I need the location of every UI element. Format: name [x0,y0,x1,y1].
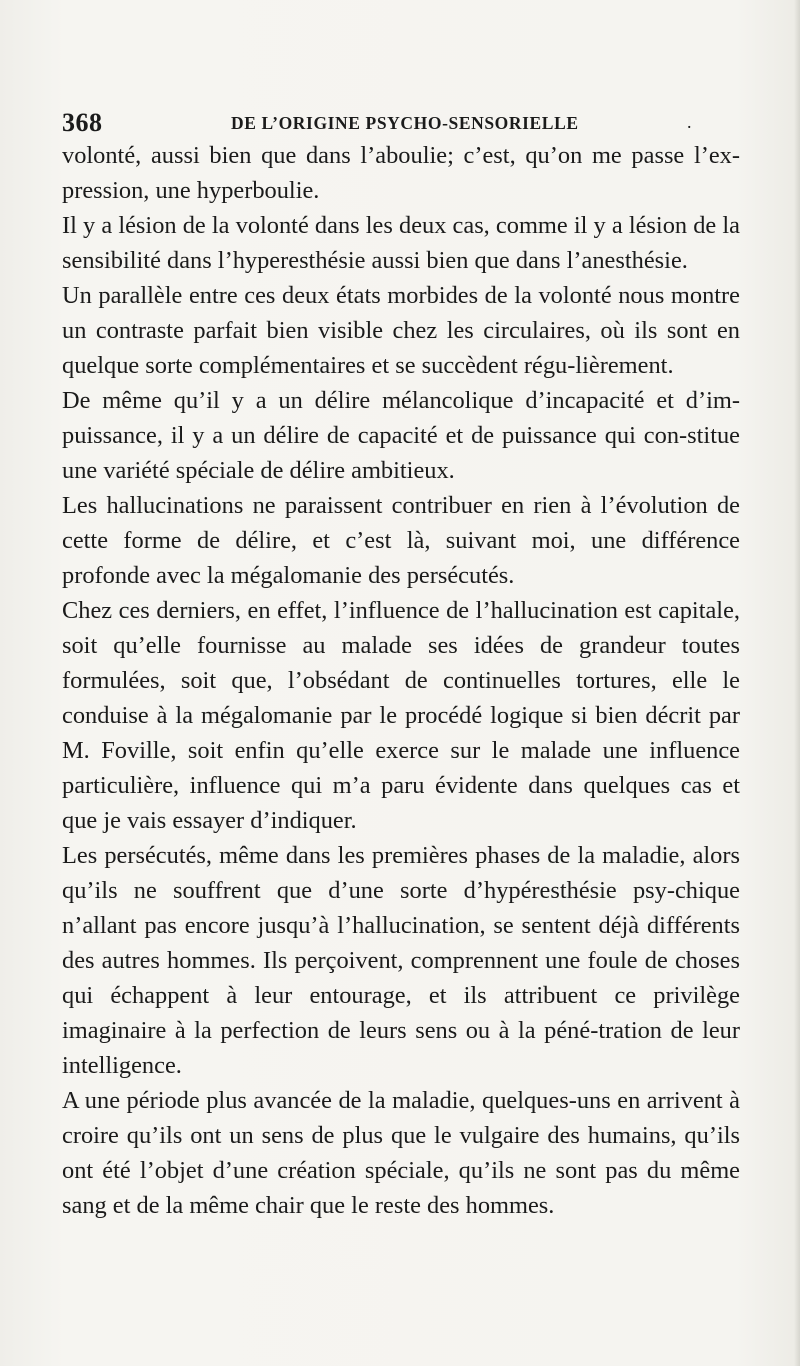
page-header [62,108,752,138]
paragraph: Chez ces derniers, en effet, l’influence de l’hallucination est capitale, soit qu’elle fournisse au malade ses idées de grandeur toutes formulées, soit que, l’obsédant de continuelles tortures, elle le conduise à la mégalomanie par le procédé logique si bien décrit par M. Foville, soit enfin qu’elle exerce sur le malade une influence particulière, influence qui m’a paru évidente dans quelques cas et que je vais essayer d’indiquer. [62,597,740,834]
body-text [62,138,740,1223]
running-title: DE L’ORIGINE PSYCHO-SENSORIELLE [231,113,579,133]
header-mark: . [687,112,692,132]
paragraph: Un parallèle entre ces deux états morbides de la volonté nous montre un contraste parfait bien visible chez les circulaires, où ils sont en quelque sorte complémentaires et se succèdent régu-lièrement. [62,282,740,379]
paragraph: Les hallucinations ne paraissent contribuer en rien à l’évolution de cette forme de délire, et c’est là, suivant moi, une différence profonde avec la mégalomanie des persécutés. [62,492,740,589]
paragraph: De même qu’il y a un délire mélancolique d’incapacité et d’im-puissance, il y a un délire de capacité et de puissance qui con-stitue une variété spéciale de délire ambitieux. [62,387,740,484]
paragraph: Il y a lésion de la volonté dans les deux cas, comme il y a lésion de la sensibilité dans l’hyperesthésie aussi bien que dans l’anesthésie. [62,212,740,274]
paragraph: Les persécutés, même dans les premières phases de la maladie, alors qu’ils ne souffrent que d’une sorte d’hypéresthésie psy-chique n’allant pas encore jusqu’à l’hallucination, se sentent déjà différents des autres hommes. Ils perçoivent, comprennent une foule de choses qui échappent à leur entourage, et ils attribuent ce privilège imaginaire à la perfection de leurs sens ou à la péné-tration de leur intelligence. [62,842,740,1079]
page-number: 368 [62,108,103,137]
page-edge-shadow [794,0,800,1366]
paragraph: A une période plus avancée de la maladie, quelques-uns en arrivent à croire qu’ils ont un sens de plus que le vulgaire des humains, qu’ils ont été l’objet d’une création spéciale, qu’ils ne sont pas du même sang et de la même chair que le reste des hommes. [62,1087,740,1219]
paragraph: volonté, aussi bien que dans l’aboulie; c’est, qu’on me passe l’ex-pression, une hyperboulie. [62,142,740,204]
